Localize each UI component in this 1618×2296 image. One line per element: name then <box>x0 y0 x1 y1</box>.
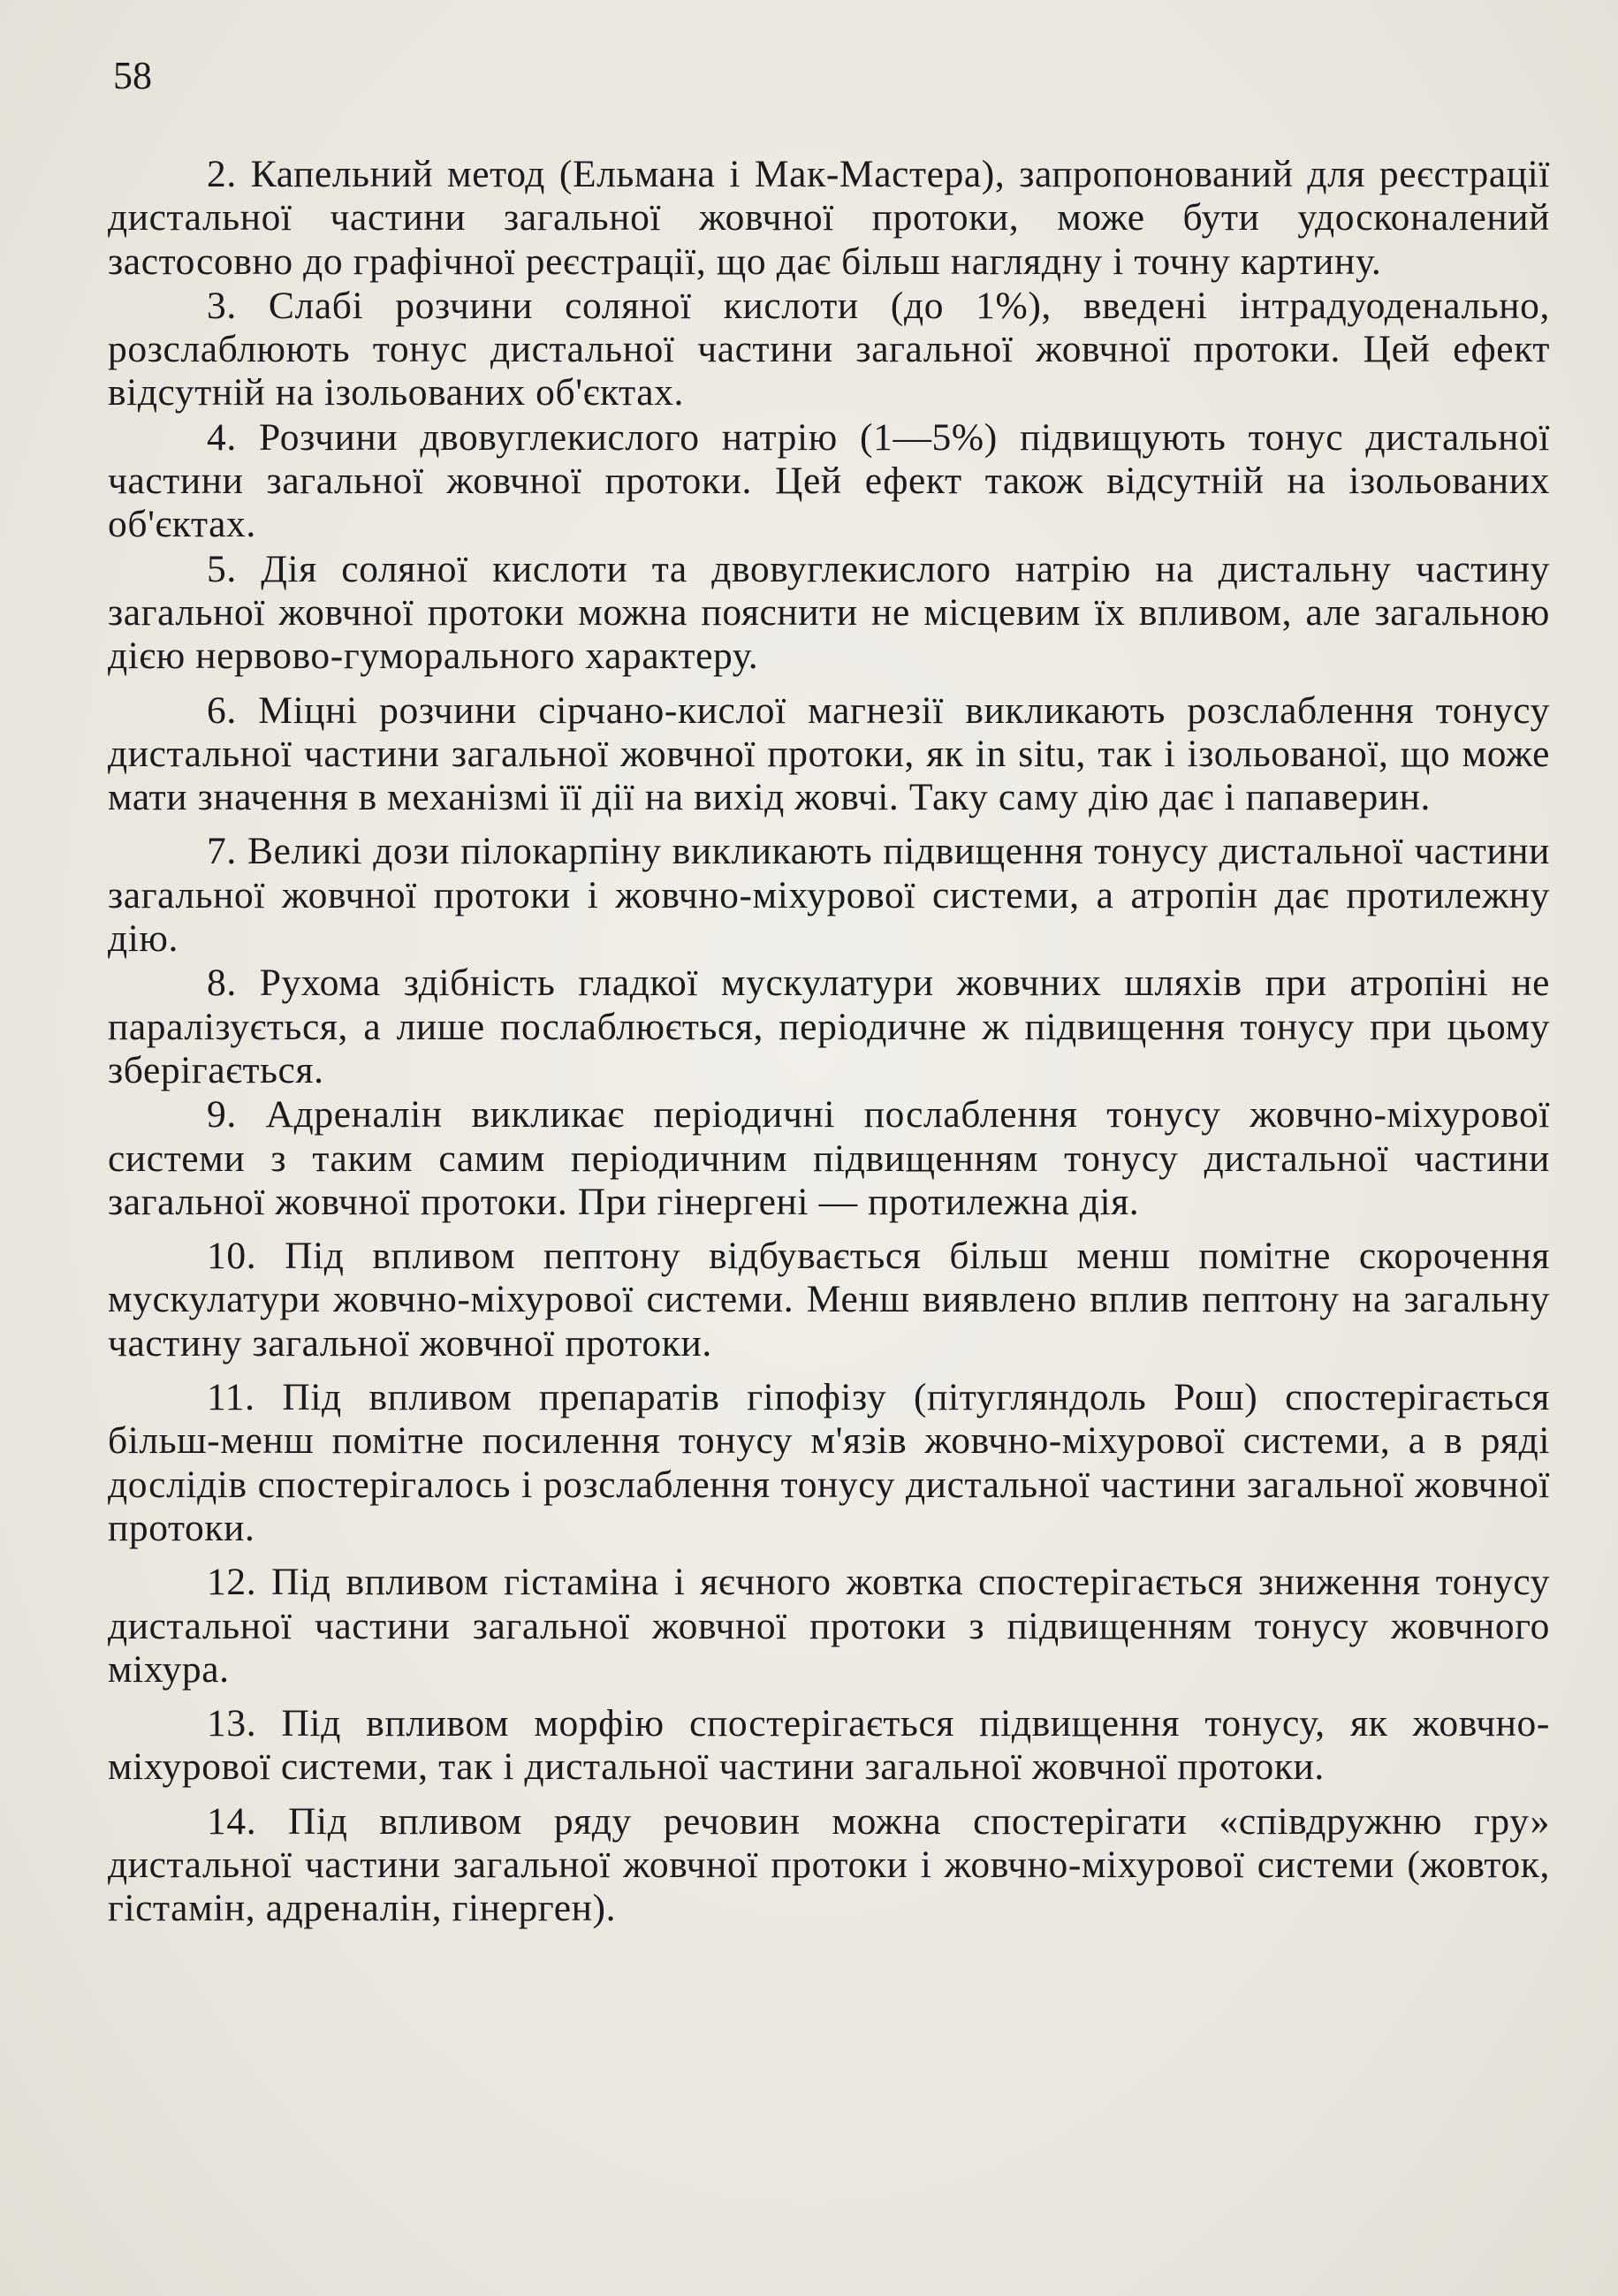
paragraph-13: 13. Під впливом морфію спостерігається підвищення тонусу, як жовчно-міхурової системи, так і дистальної частини загальної жовчної протоки. <box>108 1702 1550 1789</box>
paragraph-5: 5. Дія соляної кислоти та двовуглекислого натрію на дистальну частину загальної жовчної протоки можна пояснити не місцевим їх впливом, але загальною дією нервово-гуморального характеру. <box>108 547 1550 678</box>
page-number: 58 <box>113 54 152 97</box>
paragraph-7: 7. Великі дози пілокарпіну викликають підвищення тонусу дистальної частини загальної жовчної протоки і жовчно-міхурової системи, а атропін дає протилежну дію. <box>108 830 1550 961</box>
paragraph-2: 2. Капельний метод (Ельмана і Мак-Мастера), запропонований для реєстрації дистальної частини загальної жовчної протоки, може бути удосконалений застосовно до графічної реєстрації, що дає більш наглядну і точну картину. <box>108 153 1550 283</box>
paragraph-9: 9. Адреналін викликає періодичні послаблення тонусу жовчно-міхурової системи з таким самим періодичним підвищенням тонусу дистальної частини загальної жовчної протоки. При гінергені — протилежна дія. <box>108 1093 1550 1223</box>
paragraph-3: 3. Слабі розчини соляної кислоти (до 1%), введені інтрадуоденально, розслаблюють тонус дистальної частини загальної жовчної протоки. Цей ефект відсутній на ізольованих об'єктах. <box>108 284 1550 414</box>
conclusions-text <box>108 153 1550 1931</box>
paragraph-8: 8. Рухома здібність гладкої мускулатури жовчних шляхів при атропіні не паралізується, а лише послаблюється, періодичне ж підвищення тонусу при цьому зберігається. <box>108 962 1550 1091</box>
paragraph-6: 6. Міцні розчини сірчано-кислої магнезії викликають розслаблення тонусу дистальної частини загальної жовчної протоки, як in situ, так і ізольованої, що може мати значення в механізмі її дії на вихід жовчі. Таку саму дію дає і папаверин. <box>108 688 1550 819</box>
paragraph-10: 10. Під впливом пептону відбувається більш менш помітне скорочення мускулатури жовчно-міхурової системи. Менш виявлено вплив пептону на загальну частину загальної жовчної протоки. <box>108 1235 1550 1365</box>
paragraph-4: 4. Розчини двовуглекислого натрію (1—5%) підвищують тонус дистальної частини загальної жовчної протоки. Цей ефект також відсутній на ізольованих об'єктах. <box>108 415 1550 546</box>
paragraph-14: 14. Під впливом ряду речовин можна спостерігати «співдружню гру» дистальної частини загальної жовчної протоки і жовчно-міхурової системи (жовток, гістамін, адреналін, гінерген). <box>108 1799 1550 1930</box>
paragraph-11: 11. Під впливом препаратів гіпофізу (пітугляндоль Рош) спостерігається більш-менш помітне посилення тонусу м'язів жовчно-міхурової системи, а в ряді дослідів спостерігалось і розслаблення тонусу дистальної частини загальної жовчної протоки. <box>108 1376 1550 1549</box>
paragraph-12: 12. Під впливом гістаміна і яєчного жовтка спостерігається зниження тонусу дистальної частини загальної жовчної протоки з підвищенням тонусу жовчного міхура. <box>108 1561 1550 1691</box>
